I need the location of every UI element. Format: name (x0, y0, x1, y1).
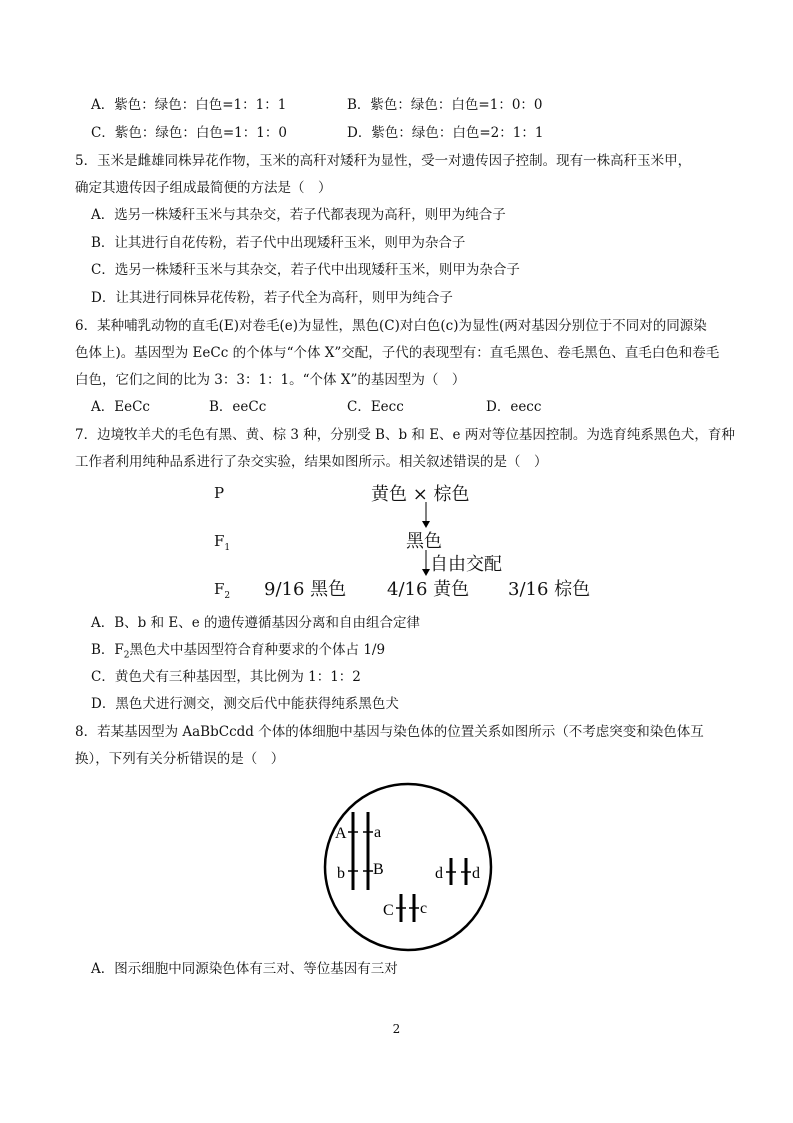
f2-brown-ratio: 3/16 棕色 (508, 579, 591, 600)
q4-option-d: D．紫色：绿色：白色=2：1：1 (347, 125, 544, 141)
gene-label-b: b (337, 865, 345, 882)
generation-f1-label (214, 532, 230, 553)
gene-label-A: A (335, 825, 347, 842)
f2-yellow-ratio: 4/16 黄色 (387, 579, 470, 600)
q7-option-b-subscript: 2 (123, 650, 130, 661)
q6-option-a: A．EeCc (91, 399, 150, 415)
q5-option-a: A．选另一株矮秆玉米与其杂交，若子代都表现为高秆，则甲为纯合子 (91, 207, 506, 223)
q5-option-d: D．让其进行同株异花传粉，若子代全为高秆，则甲为纯合子 (91, 290, 453, 306)
gene-label-c: c (420, 900, 428, 917)
arrow-down-icon (418, 502, 434, 528)
gene-label-d-left: d (435, 865, 443, 882)
f2-black-ratio: 9/16 黑色 (264, 579, 347, 600)
cell-chromosome-diagram (318, 782, 498, 952)
q7-stem-line2: 工作者利用纯种品系进行了杂交实验，结果如图所示。相关叙述错误的是（ ） (75, 454, 548, 470)
q8-option-a: A．图示细胞中同源染色体有三对、等位基因有三对 (91, 961, 398, 977)
q5-option-b: B．让其进行自花传粉，若子代中出现矮秆玉米，则甲为杂合子 (91, 235, 466, 251)
page-number: 2 (392, 1022, 401, 1036)
q7-option-c: C．黄色犬有三种基因型，其比例为 1：1：2 (91, 669, 361, 685)
q7-option-b (91, 640, 385, 666)
cross-f1-phenotype: 黑色 (406, 531, 442, 552)
q5-stem-line1: 5．玉米是雌雄同株异花作物，玉米的高秆对矮秆为显性，受一对遗传因子控制。现有一株高秆玉米甲， (75, 153, 692, 169)
q5-stem-line2: 确定其遗传因子组成最简便的方法是（ ） (75, 180, 332, 196)
q7-option-b-prefix: B．F (91, 642, 124, 658)
cross-mating-label: 自由交配 (430, 554, 502, 575)
q7-stem-line1: 7．边境牧羊犬的毛色有黑、黄、棕 3 种，分别受 B、b 和 E、e 两对等位基因控制。为选育纯系黑色犬，育种 (75, 427, 735, 443)
gene-label-d-right: d (472, 865, 480, 882)
q7-option-a: A．B、b 和 E、e 的遗传遵循基因分离和自由组合定律 (91, 615, 421, 631)
f2-subscript: 2 (224, 591, 231, 601)
q8-stem-line2: 换），下列有关分析错误的是（ ） (75, 751, 285, 767)
q4-option-a: A．紫色：绿色：白色=1：1：1 (91, 97, 287, 113)
generation-p-label: P (214, 484, 225, 502)
gene-label-a: a (374, 824, 382, 841)
cross-parents: 黄色 × 棕色 (371, 484, 470, 505)
q6-stem-line2: 色体上)。基因型为 EeCc 的个体与“个体 X”交配，子代的表现型有：直毛黑色、卷毛黑色、直毛白色和卷毛 (75, 345, 720, 361)
q6-option-c: C．Eecc (347, 399, 404, 415)
f2-letter: F (214, 580, 225, 598)
q7-option-b-text: 黑色犬中基因型符合育种要求的个体占 1/9 (129, 642, 386, 658)
q6-option-b: B．eeCc (209, 399, 267, 415)
f1-subscript: 1 (224, 543, 231, 553)
q6-option-d: D．eecc (486, 399, 542, 415)
f1-letter: F (214, 532, 225, 550)
q4-option-c: C．紫色：绿色：白色=1：1：0 (91, 125, 287, 141)
q4-option-b: B．紫色：绿色：白色=1：0：0 (347, 97, 543, 113)
q6-stem-line1: 6．某种哺乳动物的直毛(E)对卷毛(e)为显性，黑色(C)对白色(c)为显性(两对基因分别位于不同对的同源染 (75, 318, 707, 334)
generation-f2-label (214, 580, 230, 601)
q7-option-d: D．黑色犬进行测交，测交后代中能获得纯系黑色犬 (91, 696, 399, 712)
q6-stem-line3: 白色，它们之间的比为 3：3：1：1。“个体 X”的基因型为（ ） (75, 372, 466, 388)
q5-option-c: C．选另一株矮秆玉米与其杂交，若子代中出现矮秆玉米，则甲为杂合子 (91, 262, 520, 278)
gene-label-C: C (383, 902, 394, 919)
q8-stem-line1: 8．若某基因型为 AaBbCcdd 个体的体细胞中基因与染色体的位置关系如图所示（不考虑突变和染色体互 (75, 724, 704, 740)
gene-label-B: B (373, 861, 384, 878)
